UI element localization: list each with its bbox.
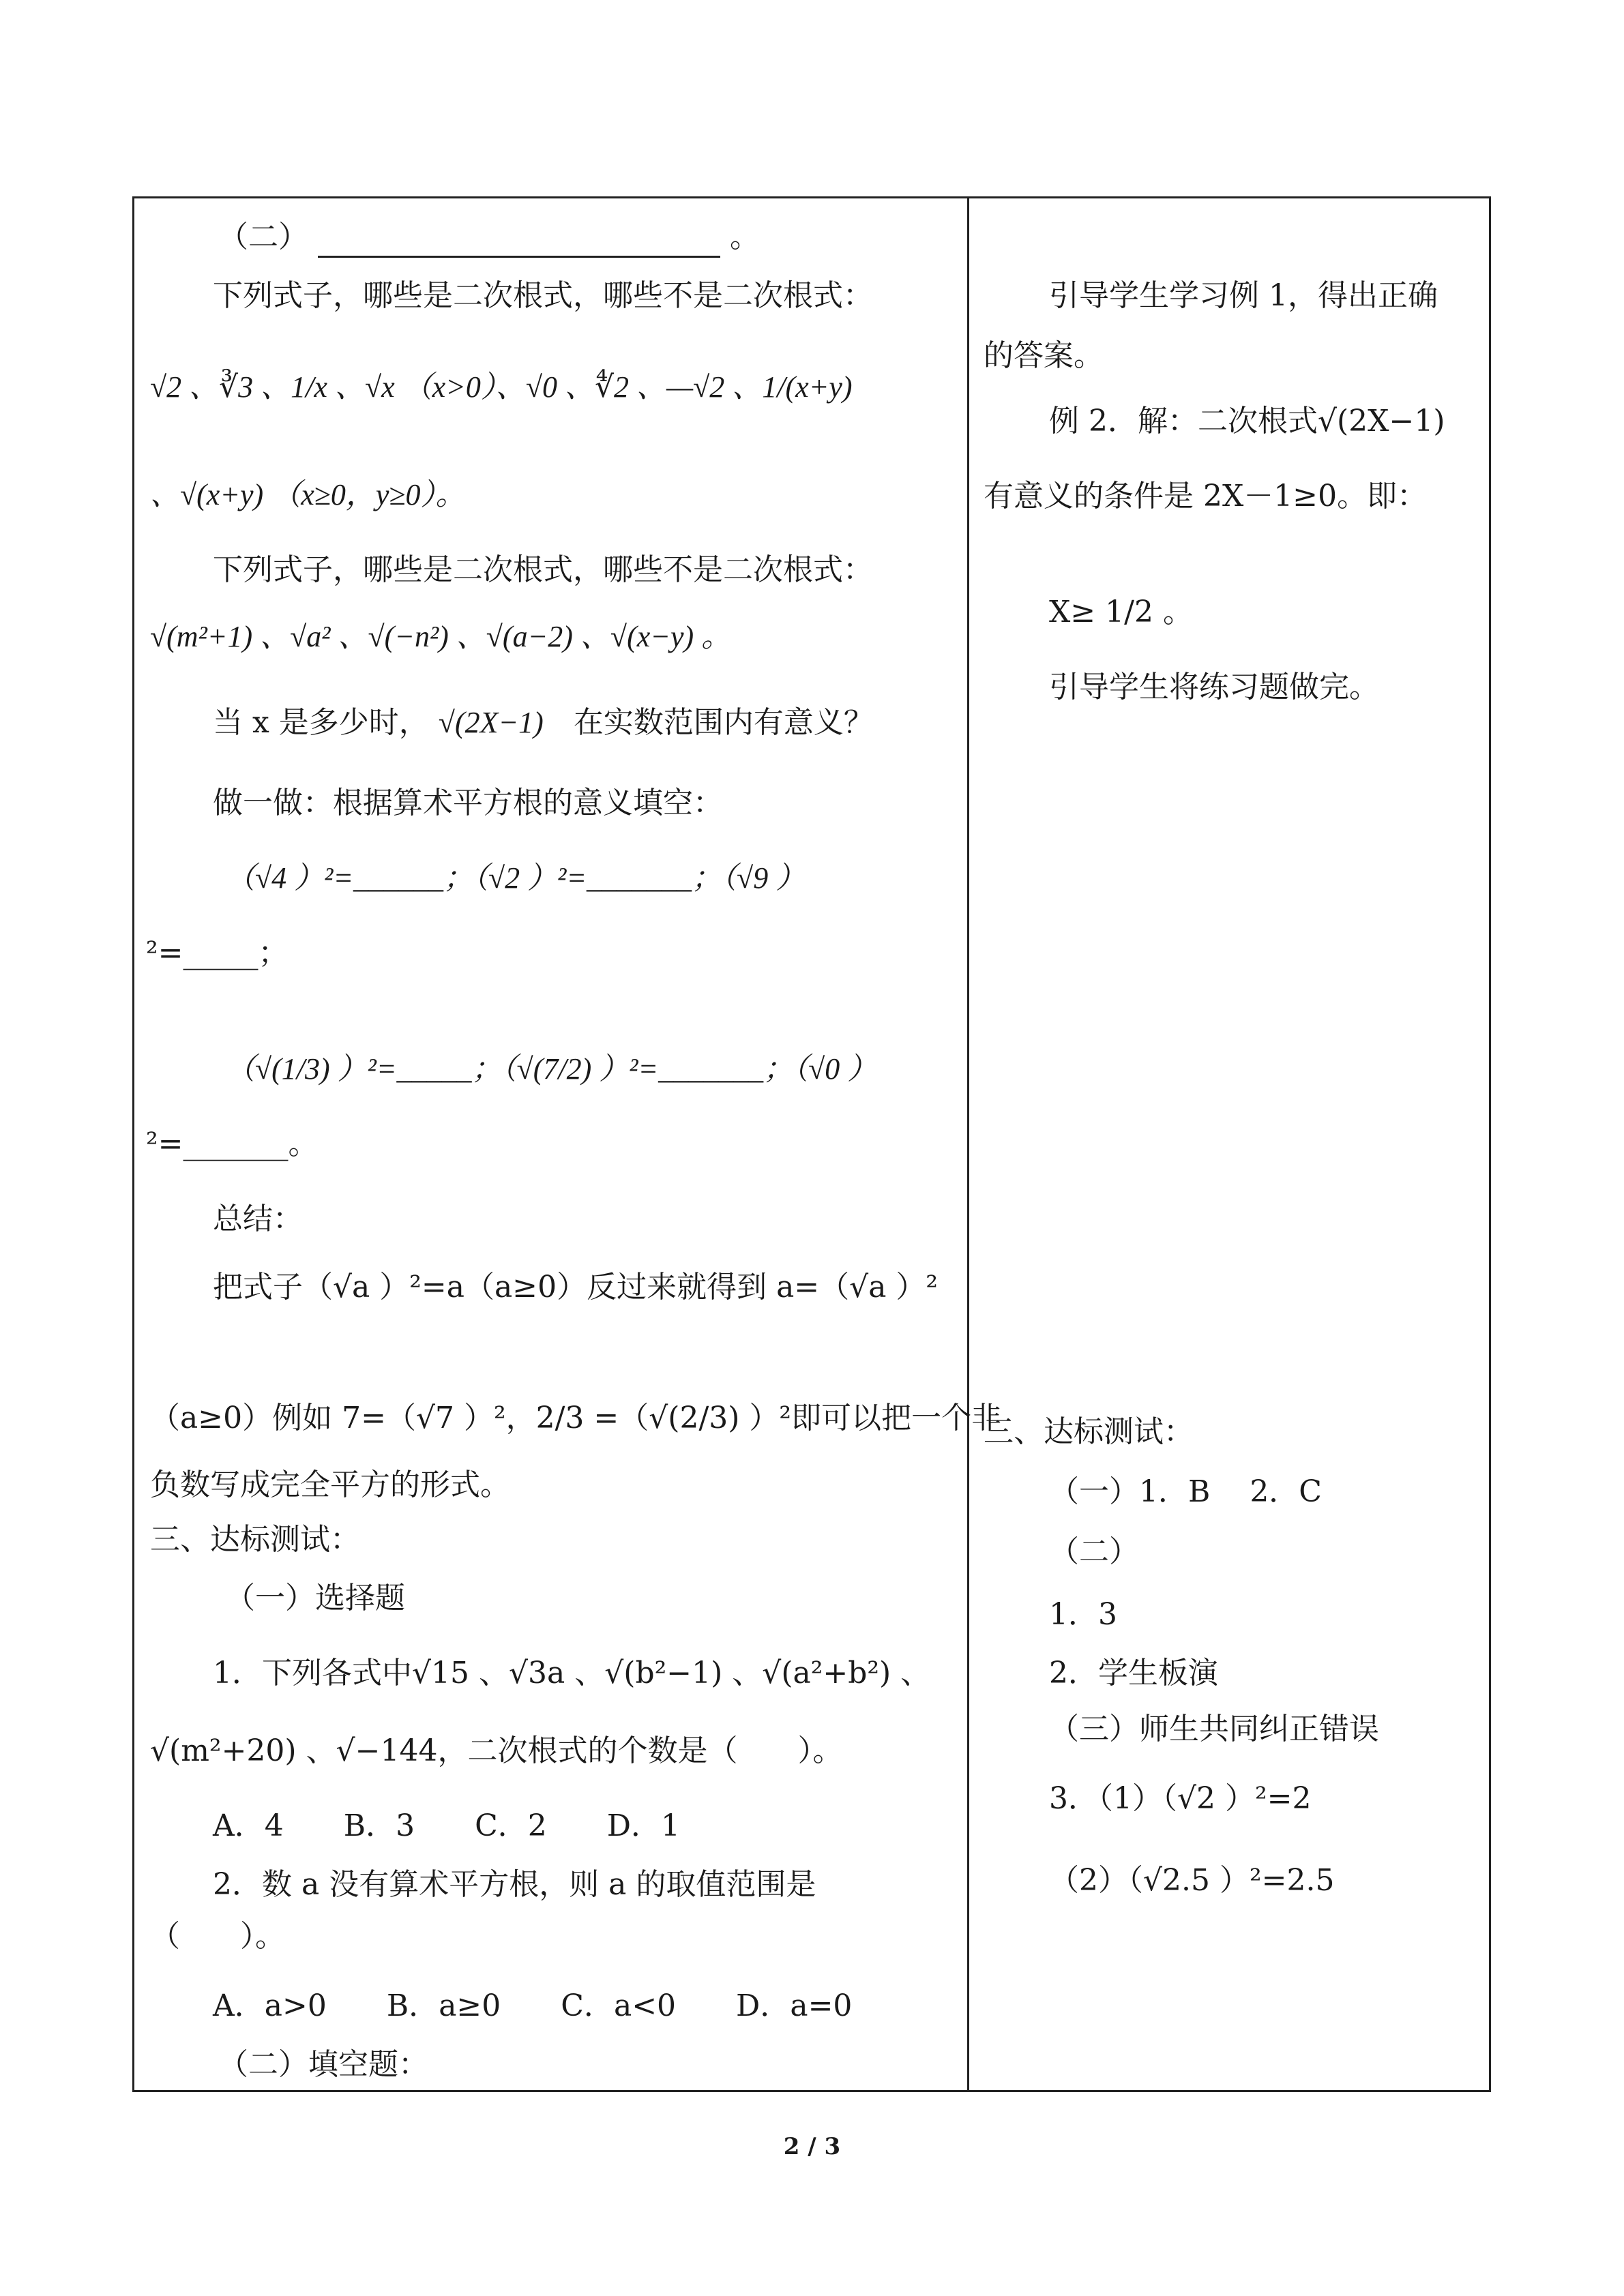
example-2-line-2: 有意义的条件是 2X－1≥0。即： — [984, 479, 1428, 513]
q3-expression: √(2X−1) — [438, 706, 544, 739]
q3-line — [213, 702, 874, 743]
summary-line-1: 把式子（√a ）²=a（a≥0）反过来就得到 a=（√a ）² — [213, 1270, 939, 1304]
q2-intro: 下列式子，哪些是二次根式，哪些不是二次根式： — [213, 552, 873, 587]
answer-7: （2）（√2.5 ）²=2.5 — [1049, 1863, 1335, 1898]
q2-expressions: √(m²+1) 、√a² 、√(−n²) 、√(a−2) 、√(x−y) 。 — [150, 620, 732, 653]
section-two-label: （二） — [218, 220, 308, 254]
q1-intro: 下列式子，哪些是二次根式，哪些不是二次根式： — [213, 278, 873, 313]
example-2-line-1: 例 2．解：二次根式√(2X−1) — [1049, 404, 1445, 438]
answer-3: 1．3 — [1049, 1597, 1117, 1632]
fill-row-2: （√(1/3) ）²=_____；（√(7/2) ）²=_______；（√0 ） — [225, 1052, 878, 1086]
guide-1-line-1: 引导学生学习例 1，得出正确 — [1049, 278, 1438, 313]
choice-title: （一）选择题 — [225, 1581, 405, 1615]
fill-row-2-cont: ²=_______。 — [146, 1127, 319, 1161]
test-title-left: 三、达标测试： — [150, 1522, 360, 1557]
answer-6: 3．（1）（√2 ）²=2 — [1049, 1781, 1312, 1816]
summary-line-2: （a≥0）例如 7=（√7 ）²，2/3 =（√(2/3) ）²即可以把一个非 — [150, 1401, 1002, 1435]
answer-1: （一）1．B 2．C — [1049, 1474, 1322, 1509]
example-2-line-3: X≥ 1/2 。 — [1049, 595, 1193, 629]
choice-2-options: A．a>0 B．a≥0 C．a<0 D．a=0 — [213, 1988, 853, 2023]
summary-line-3: 负数写成完全平方的形式。 — [150, 1467, 510, 1502]
q3-text-b: 在实数范围内有意义？ — [573, 705, 874, 740]
section-two-line — [218, 217, 760, 258]
page-number: 2 / 3 — [783, 2133, 841, 2160]
answer-2: （二） — [1049, 1534, 1139, 1569]
answer-blank — [318, 228, 720, 258]
choice-2-line-1: 2．数 a 没有算术平方根，则 a 的取值范围是 — [213, 1867, 816, 1902]
choice-2-line-2: （ ）。 — [150, 1919, 285, 1954]
section-two-end: 。 — [730, 220, 760, 254]
summary-title: 总结： — [213, 1202, 303, 1236]
choice-1-line-1: 1．下列各式中√15 、√3a 、√(b²−1) 、√(a²+b²) 、 — [213, 1656, 931, 1690]
do-intro: 做一做：根据算术平方根的意义填空： — [213, 786, 723, 820]
choice-1-options: A．4 B．3 C．2 D．1 — [213, 1808, 681, 1843]
q1-expressions-cont: 、√(x+y) （x≥0，y≥0）。 — [150, 478, 466, 511]
guide-1-line-2: 的答案。 — [984, 338, 1104, 373]
fill-row-1-cont: ²=_____； — [146, 936, 289, 970]
q1-expressions: √2 、∛3 、1/x 、√x （x>0）、√0 、∜2 、—√2 、1/(x+y) — [150, 370, 853, 404]
choice-1-line-2: √(m²+20) 、√−144，二次根式的个数是（ ）。 — [150, 1733, 843, 1768]
q3-text-a: 当 x 是多少时， — [213, 705, 429, 740]
answer-4: 2．学生板演 — [1049, 1656, 1218, 1690]
column-divider — [967, 196, 969, 2092]
answer-5: （三）师生共同纠正错误 — [1049, 1712, 1379, 1746]
guide-2: 引导学生将练习题做完。 — [1049, 670, 1379, 704]
fill-title: （二）填空题： — [218, 2047, 428, 2082]
fill-row-1: （√4 ）²=______；（√2 ）²=_______；（√9 ） — [225, 861, 806, 895]
test-title-right: 三、达标测试： — [984, 1414, 1194, 1449]
